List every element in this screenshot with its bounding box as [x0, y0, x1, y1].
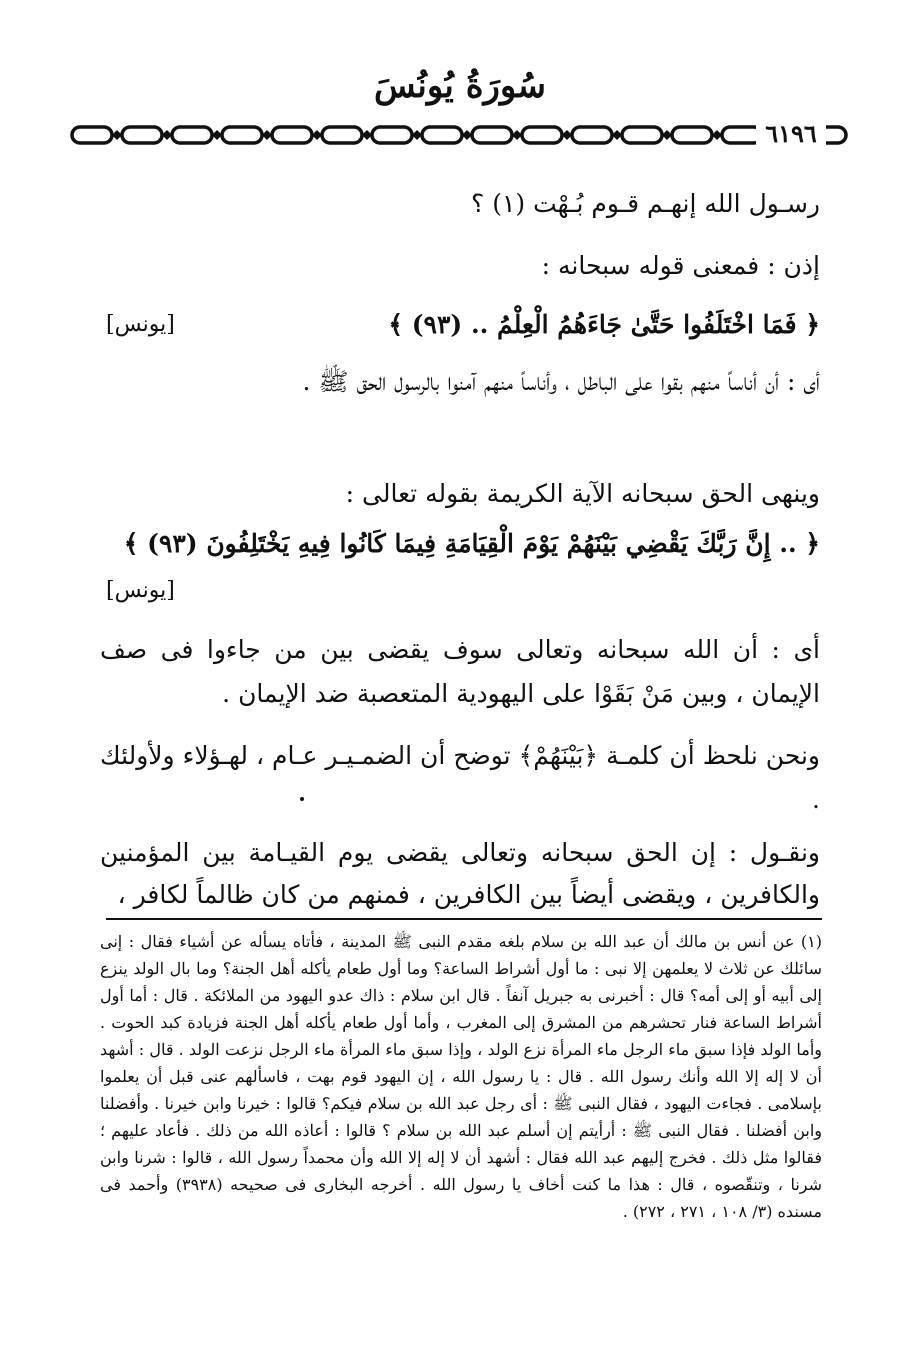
ornament-link — [472, 127, 512, 143]
ornament-link — [222, 127, 262, 143]
footnote-1: (١) عن أنس بن مالك أن عبد الله بن سلام بلغه مقدم النبى ﷺ المدينة ، فأتاه يسأله عن أشياء فقال : إنى سائلك عن ثلاث لا يعلمهن إلا نبى : ما أول أشراط الساعة؟ وما أول طعام يأكله أهل الجنة؟ وما بال الولد ينزع إلى أبيه أو إلى أمه؟ قال : أخبرنى به جبريل آنفاً . قال ابن سلام : ذاك عدو اليهود من الملائكة . قال : أما أول أشراط الساعة فنار تحشرهم من المشرق إلى المغرب ، وأما أول طعام يأكله أهل الجنة فزيادة كبد الحوت . وأما الولد فإذا سبق ماء الرجل ماء المرأة نزع الولد ، وإذا سبق ماء المرأة ماء الرجل نزعت الولد . قال : أشهد أن لا إله إلا الله وأنك رسول الله . قال : يا رسول الله ، إن اليهود قوم بهت ، فاسألهم عنى قبل أن يعلموا بإسلامى . فجاءت اليهود ، فقال النبى ﷺ : أى رجل عبد الله بن سلام فيكم؟ قالوا : خيرنا وابن خيرنا . وأفضلنا وابن أفضلنا . فقال النبى ﷺ : أرأيتم إن أسلم عبد الله بن سلام ؟ قالوا : أعاذه الله من ذلك . فأعاد عليهم ؛ فقالوا مثل ذلك . فخرج إليهم عبد الله فقال : أشهد أن لا إله إلا الله وأن محمداً رسول الله ، قالوا : شرنا وابن شرنا ، وتنقّصوه ، قال : هذا ما كنت أخاف يا رسول الله . أخرجه البخارى فى صحيحه (٣٩٣٨) وأحمد فى مسنده (٣/ ١٠٨ ، ٢٧١ ، ٢٧٢) . — [100, 932, 823, 1221]
paragraph-2: وينهى الحق سبحانه الآية الكريمة بقوله تعالى : — [345, 479, 820, 508]
ornament-chain — [70, 120, 850, 150]
page-number: ٦١٩٦ — [756, 118, 826, 150]
header-ornament-bar — [70, 120, 850, 150]
ornament-link — [272, 127, 312, 143]
text-line-1: رسـول الله إنهـم قـوم بُـهْت (١) ؟ — [471, 189, 820, 218]
paragraph-4: ونحن نلحظ أن كلمـة ﴿بَيْنَهُمْ﴾ توضح أن الضمـيـر عـام ، لهـؤلاء ولأولئك . — [100, 741, 820, 814]
verse-2-reference: [يونس] — [106, 578, 175, 603]
quran-verse-1: ﴿ فَمَا اخْتَلَفُوا حَتَّىٰ جَاءَهُمُ الْعِلْمُ .. (٩٣) ﴾ — [388, 310, 820, 339]
text-line-2: إذن : فمعنى قوله سبحانه : — [541, 251, 820, 280]
paragraph-3: أى : أن الله سبحانه وتعالى سوف يقضى بين من جاءوا فى صف الإيمان ، وبين مَنْ بَقَوْا على اليهودية المتعصبة ضد الإيمان . — [100, 635, 820, 708]
ink-speck — [300, 797, 304, 801]
ornament-link — [572, 127, 612, 143]
ornament-link — [372, 127, 412, 143]
ornament-link — [72, 127, 112, 143]
surah-title: سُورَةُ يُونُسَ — [374, 66, 546, 106]
ornament-link — [172, 127, 212, 143]
ornament-link — [672, 127, 712, 143]
footnote-divider — [106, 918, 822, 920]
paragraph-5: ونقـول : إن الحق سبحانه وتعالى يقضى يوم القيـامة بين المؤمنين والكافرين ، ويقضى أيضاً بين الكافرين ، فمنهم من كان ظالماً لكافر ، — [100, 838, 820, 909]
ornament-link — [322, 127, 362, 143]
ornament-link — [422, 127, 462, 143]
ornament-link — [122, 127, 162, 143]
ornament-link — [522, 127, 562, 143]
ornament-link — [622, 127, 662, 143]
verse-1-reference: [يونس] — [106, 312, 175, 337]
quran-verse-2: ﴿ .. إِنَّ رَبَّكَ يَقْضِي بَيْنَهُمْ يَوْمَ الْقِيَامَةِ فِيمَا كَانُوا فِيهِ يَخْتَلِفُونَ (٩٣) ﴾ — [123, 529, 820, 558]
paragraph-1: أى : أن أناساً منهم بقوا على الباطل ، وأناساً منهم آمنوا بالرسول الحق ﷺ . — [302, 367, 820, 396]
